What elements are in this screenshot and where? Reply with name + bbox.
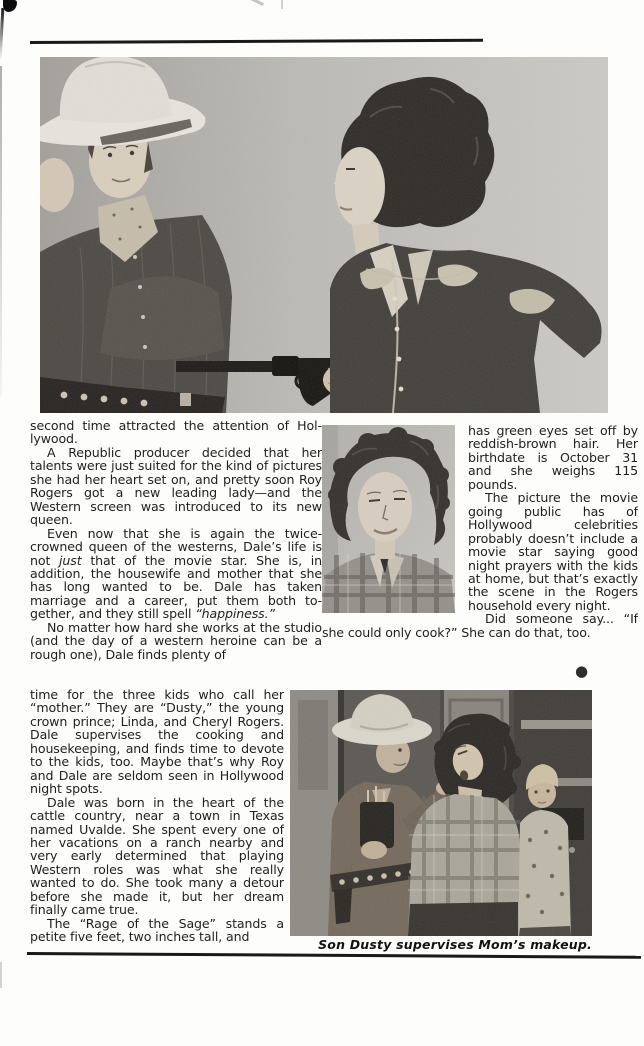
photo-caption: Son Dusty supervises Mom’s makeup. (318, 937, 592, 952)
photo-makeup-scene (290, 690, 592, 936)
bottom-rule (27, 952, 641, 959)
photo-roy-and-dale-illustration (40, 57, 608, 413)
paragraph: A Republic producer decided that her talents were just suited for the kind of pictures she had her heart set on, and pretty soon Roy Rogers got a new leading lady—and the Western screen was introduced to its new queen. (30, 444, 322, 528)
scan-corner-tail (0, 8, 4, 60)
left-column-lower (30, 688, 284, 946)
text-run: that of the movie star. She is, in addition, the housewife and mother that she has long wanted to be. Dale has taken marriage and a career, put them both together, and they still spell (30, 552, 322, 622)
photo-makeup-scene-illustration (290, 690, 592, 936)
scan-corner-mark (3, 0, 17, 12)
scan-left-edge-line (0, 66, 2, 396)
scan-top-scratch (250, 0, 264, 6)
right-column (322, 424, 638, 687)
top-rule (30, 39, 483, 44)
end-of-article-bullet: ● (575, 662, 588, 680)
paragraph: Did someone say... “If she could only cook?” She can do that, too. (322, 611, 638, 640)
paragraph: has green eyes set off by reddish-brown hair. Her birthdate is October 31 and she weighs 115 pounds. (468, 424, 638, 492)
italic-run: just (59, 552, 82, 568)
scan-edge-speck (0, 962, 2, 988)
italic-run: “happiness.” (195, 606, 275, 622)
paragraph: The picture the movie going public has of Hollywood celebrities probably doesn’t include a movie star saying good night prayers with the kids at home, but that’s exactly the scene in the Rogers household every night. (468, 490, 638, 613)
scan-top-scratch-2 (281, 0, 283, 9)
photo-roy-and-dale (40, 57, 608, 413)
paragraph: No matter how hard she works at the studio (and the day of a western heroine can be a rough one), Dale finds plenty of (30, 619, 322, 662)
photo-dale-portrait (322, 425, 455, 613)
paragraph: second time attracted the attention of Hollywood. (30, 419, 322, 447)
paragraph (30, 527, 322, 621)
left-column-upper (30, 419, 322, 689)
paragraph: The “Rage of the Sage” stands a petite five feet, two inches tall, and (30, 915, 284, 945)
paragraph: time for the three kids who call her “mother.” They are “Dusty,” the young crown prince; Linda, and Cheryl Rogers. Dale supervises the cooking and housekeeping, and finds time to devote to the kids, too. Maybe that’s why Roy and Dale are seldom seen in Hollywood night spots. (30, 688, 284, 797)
text-run: Even now that she is again the twice-crowned queen of the westerns, Dale’s life is not (30, 525, 322, 568)
paragraph: Dale was born in the heart of the cattle country, near a town in Texas named Uvalde. She spent every one of her vacations on a ranch nearby and very early determined that playing Western roles was what she really wanted to do. She took many a detour before she made it, but her dream finally came true. (30, 794, 284, 918)
photo-dale-portrait-illustration (322, 425, 455, 613)
